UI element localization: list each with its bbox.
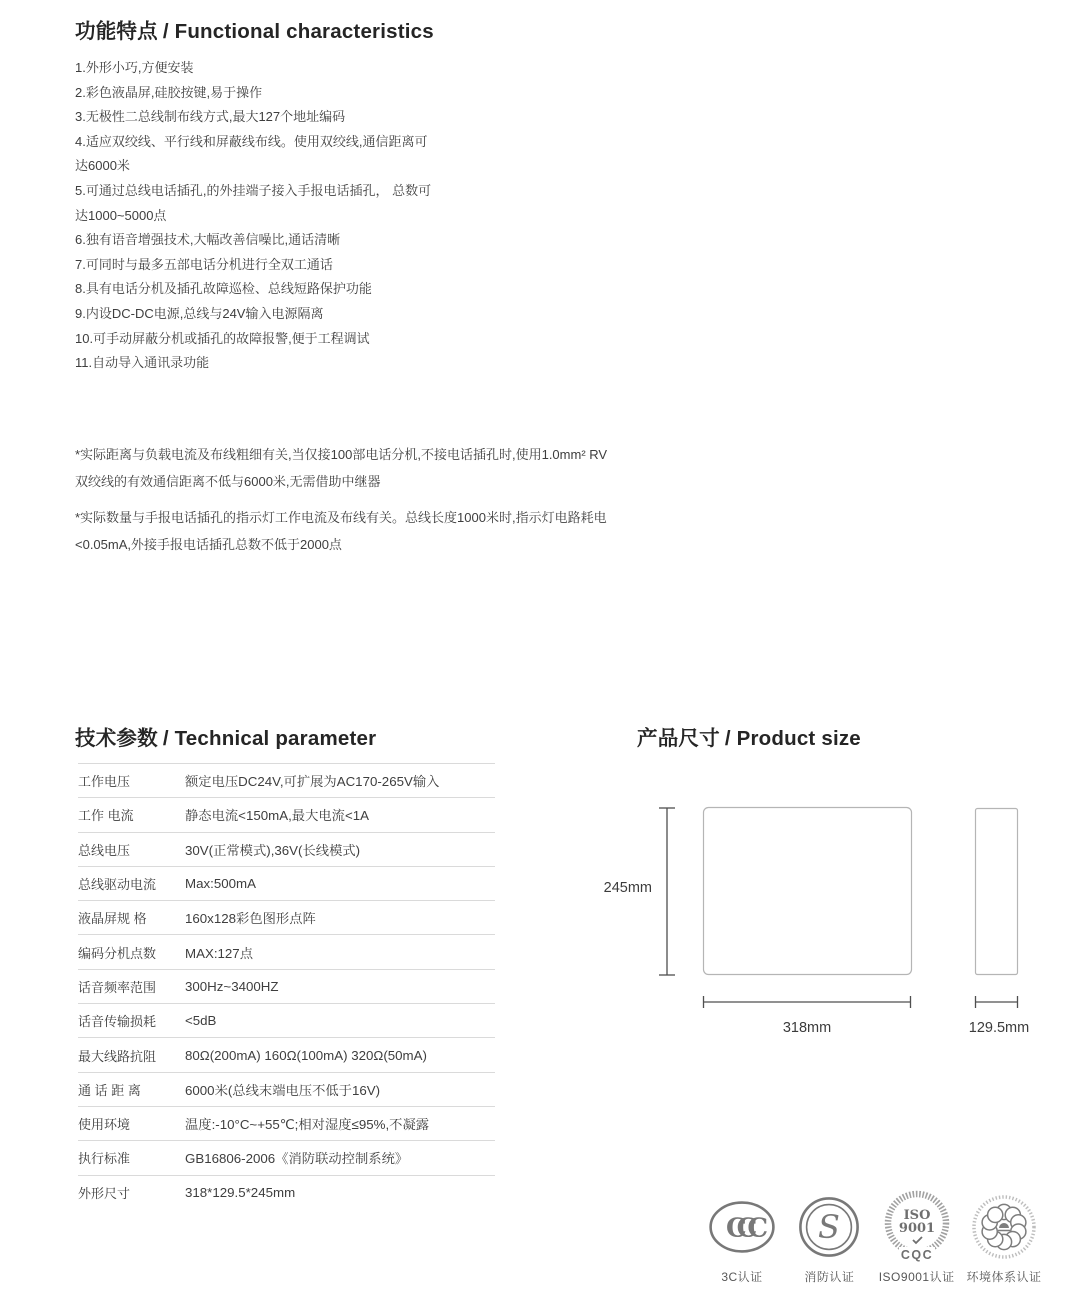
table-row-label: 使用环境 — [78, 1117, 131, 1133]
footnotes — [75, 441, 615, 567]
table-row-label: 通 话 距 离 — [78, 1082, 141, 1098]
table-row-label: 总线电压 — [78, 842, 131, 858]
cert-label: ISO9001认证 — [878, 1270, 955, 1284]
table-row — [78, 866, 495, 900]
table-row-label: 液晶屏规 格 — [78, 911, 147, 927]
table-row-label: 最大线路抗阻 — [78, 1048, 157, 1064]
side-view-outline — [976, 809, 1018, 975]
feature-list-item: 2.彩色液晶屏,硅胶按键,易于操作 — [75, 84, 263, 100]
depth-dimension-line — [976, 996, 1018, 1008]
table-row — [78, 797, 495, 831]
feature-list-item: 8.具有电话分机及插孔故障巡检、总线短路保护功能 — [75, 281, 372, 297]
table-row-value: GB16806-2006《消防联动控制系统》 — [185, 1151, 409, 1167]
table-row-label: 外形尺寸 — [78, 1185, 131, 1201]
svg-text:S: S — [818, 1208, 841, 1246]
table-row-value: Max:500mA — [185, 876, 256, 892]
table-row-value: 300Hz~3400HZ — [185, 978, 279, 994]
feature-list-item: 5.可通过总线电话插孔,的外挂端子接入手报电话插孔， 总数可达1000~5000点 — [75, 182, 432, 223]
width-dimension-line — [704, 996, 911, 1008]
footnote: *实际距离与负载电流及布线粗细有关,当仅接100部电话分机,不接电话插孔时,使用1.0mm² RV双绞线的有效通信距离不低与6000米,无需借助中继器 — [75, 447, 608, 489]
feature-list-item: 4.适应双绞线、平行线和屏蔽线布线。使用双绞线,通信距离可达6000米 — [75, 133, 428, 174]
tech-title-en: / Technical parameter — [162, 727, 377, 750]
table-row-value: 温度:-10°C~+55℃;相对湿度≤95%,不凝露 — [185, 1117, 430, 1133]
table-row — [78, 832, 495, 866]
table-row — [78, 1140, 495, 1174]
table-row-label: 编码分机点数 — [78, 945, 157, 961]
table-row-value: <5dB — [185, 1013, 217, 1029]
feature-list-item: 7.可同时与最多五部电话分机进行全双工通话 — [75, 256, 333, 272]
svg-text:CCC: CCC — [725, 1213, 759, 1244]
table-row — [78, 900, 495, 934]
cert-label: 消防认证 — [804, 1270, 855, 1284]
table-row-label: 执行标准 — [78, 1151, 131, 1167]
features-title — [75, 14, 434, 44]
certification-row — [703, 1190, 1043, 1285]
width-dimension-label: 318mm — [782, 1020, 832, 1036]
table-row — [78, 1175, 495, 1209]
environment-mark-icon — [971, 1195, 1037, 1259]
table-row — [78, 1106, 495, 1140]
table-row-label: 工作 电流 — [78, 808, 134, 824]
size-title — [637, 721, 861, 751]
feature-list-item: 11.自动导入通讯录功能 — [75, 355, 210, 371]
size-diagram-svg — [595, 800, 1045, 1045]
table-row-value: MAX:127点 — [185, 945, 253, 961]
feature-list-item: 1.外形小巧,方便安装 — [75, 60, 194, 75]
table-row-label: 工作电压 — [78, 774, 131, 790]
depth-dimension-label: 129.5mm — [968, 1020, 1030, 1036]
front-view-outline — [704, 808, 912, 975]
fire-cert-icon — [798, 1196, 860, 1258]
table-row-label: 话音频率范围 — [78, 979, 157, 995]
table-row-value: 80Ω(200mA) 160Ω(100mA) 320Ω(50mA) — [185, 1047, 427, 1063]
svg-text:ISO: ISO — [903, 1208, 931, 1223]
size-title-zh: 产品尺寸 — [637, 727, 720, 750]
table-row-value: 318*129.5*245mm — [185, 1184, 296, 1200]
feature-list-item: 3.无极性二总线制布线方式,最大127个地址编码 — [75, 109, 346, 125]
feature-list-item: 10.可手动屏蔽分机或插孔的故障报警,便于工程调试 — [75, 330, 370, 346]
iso9001-mark-icon — [884, 1190, 950, 1264]
table-row — [78, 934, 495, 968]
table-row-value: 额定电压DC24V,可扩展为AC170-265V输入 — [185, 774, 440, 790]
table-row — [78, 763, 495, 797]
cert-label: 环境体系认证 — [966, 1270, 1042, 1284]
table-row-label: 话音传输损耗 — [78, 1014, 157, 1030]
tech-parameter-table — [78, 763, 495, 1209]
cert-label: 3C认证 — [721, 1270, 763, 1284]
feature-list — [75, 56, 435, 376]
cert-iso9001 — [878, 1190, 956, 1285]
features-title-en: / Functional characteristics — [162, 20, 434, 43]
cert-fire — [790, 1190, 868, 1285]
cert-environment — [965, 1190, 1043, 1285]
cert-3c — [703, 1190, 781, 1285]
tech-title-zh: 技术参数 — [75, 727, 158, 750]
product-size-diagram — [595, 800, 1045, 1050]
ccc-mark-icon — [708, 1200, 776, 1254]
svg-text:CQC: CQC — [900, 1248, 933, 1262]
svg-text:9001: 9001 — [898, 1221, 935, 1236]
size-title-en: / Product size — [724, 727, 861, 750]
tech-title — [75, 721, 376, 751]
feature-list-item: 9.内设DC-DC电源,总线与24V输入电源隔离 — [75, 305, 324, 321]
table-row — [78, 1003, 495, 1037]
height-dimension-line — [659, 808, 675, 975]
footnote: *实际数量与手报电话插孔的指示灯工作电流及布线有关。总线长度1000米时,指示灯电路耗电<0.05mA,外接手报电话插孔总数不低于2000点 — [75, 510, 607, 552]
feature-list-item: 6.独有语音增强技术,大幅改善信噪比,通话清晰 — [75, 232, 341, 248]
features-title-zh: 功能特点 — [75, 20, 158, 43]
table-row-value: 30V(正常模式),36V(长线模式) — [185, 842, 361, 858]
table-row-label: 总线驱动电流 — [78, 877, 157, 893]
table-row — [78, 1037, 495, 1071]
table-row — [78, 969, 495, 1003]
table-row-value: 静态电流<150mA,最大电流<1A — [185, 808, 369, 824]
table-row-value: 6000米(总线末端电压不低于16V) — [185, 1082, 381, 1098]
table-row-value: 160x128彩色图形点阵 — [185, 911, 316, 927]
height-dimension-label: 245mm — [603, 880, 652, 896]
table-row — [78, 1072, 495, 1106]
